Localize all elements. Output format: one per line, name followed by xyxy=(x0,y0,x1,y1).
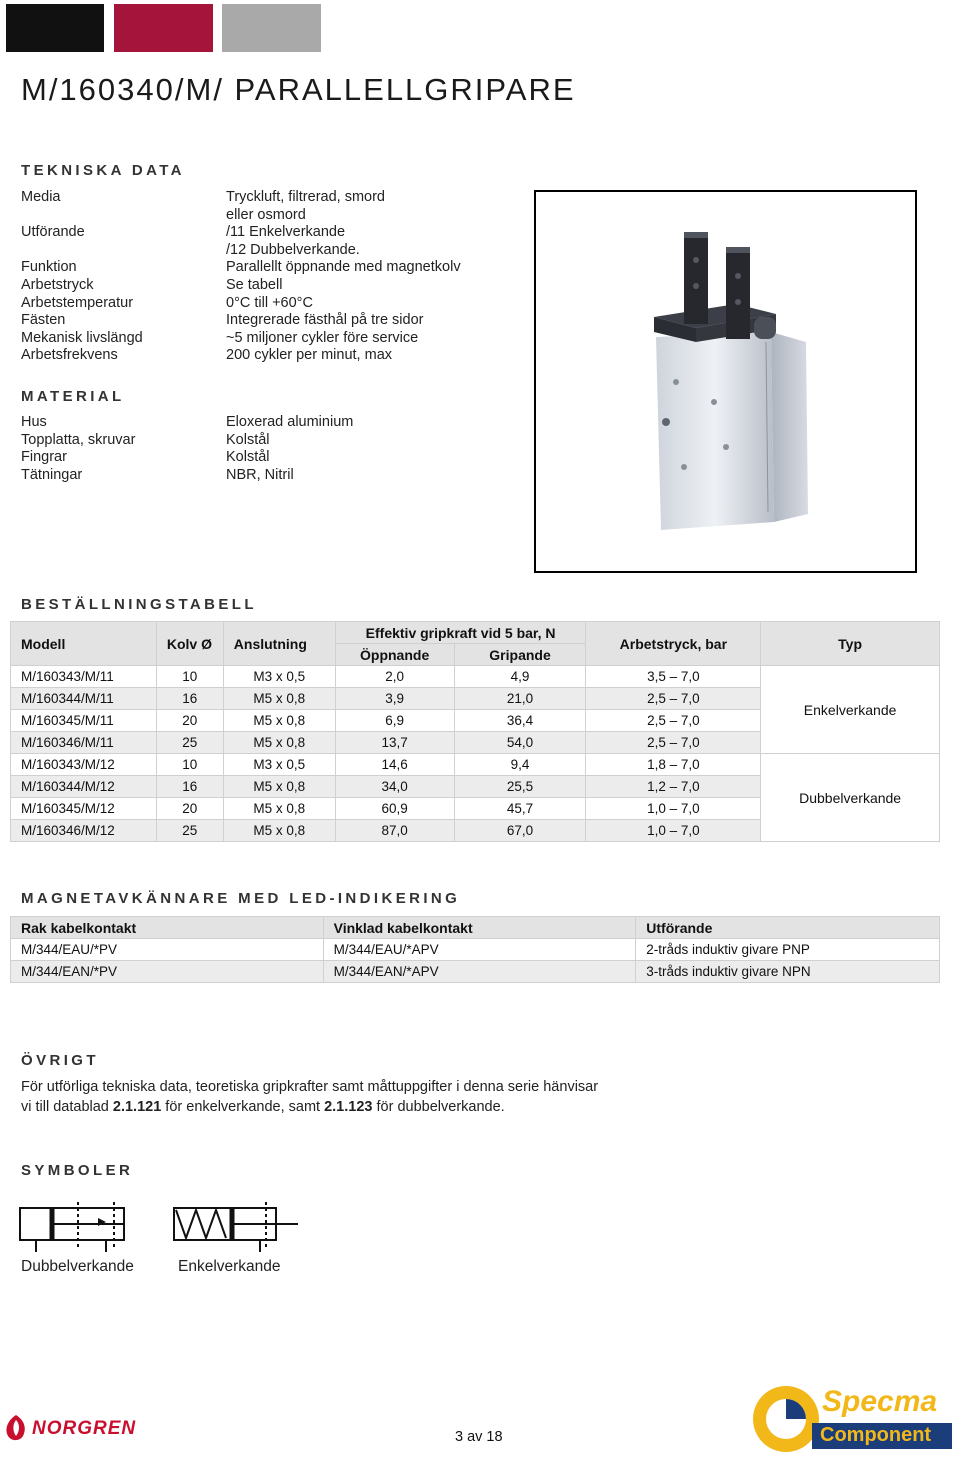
spec-value: /12 Dubbelverkande. xyxy=(226,241,360,258)
cell-utforande: 3-tråds induktiv givare NPN xyxy=(636,961,940,983)
cell-oppnande: 60,9 xyxy=(335,798,454,820)
cell-typ-dubbel: Dubbelverkande xyxy=(761,754,940,842)
page-number: 3 av 18 xyxy=(455,1429,503,1445)
cell-rak: M/344/EAN/*PV xyxy=(11,961,324,983)
cell-anslutning: M5 x 0,8 xyxy=(223,688,335,710)
cell-kolv: 25 xyxy=(156,820,223,842)
col-header-vinklad: Vinklad kabelkontakt xyxy=(323,917,636,939)
col-header-modell: Modell xyxy=(11,622,157,666)
section-heading-bestallning: BESTÄLLNINGSTABELL xyxy=(21,596,257,613)
cell-gripande: 4,9 xyxy=(454,666,586,688)
spec-label: Media xyxy=(21,189,61,205)
cell-anslutning: M3 x 0,5 xyxy=(223,754,335,776)
col-header-utforande: Utförande xyxy=(636,917,940,939)
cell-kolv: 10 xyxy=(156,666,223,688)
material-labels xyxy=(21,414,135,484)
cell-oppnande: 13,7 xyxy=(335,732,454,754)
cell-gripande: 36,4 xyxy=(454,710,586,732)
spec-value: Integrerade fästhål på tre sidor xyxy=(226,312,424,329)
header-bar-gray xyxy=(222,4,321,52)
norgren-logo-mark-icon xyxy=(4,1414,28,1442)
cell-kolv: 25 xyxy=(156,732,223,754)
spec-label: Arbetstryck xyxy=(21,276,94,293)
symbol-label-enkel: Enkelverkande xyxy=(178,1258,281,1275)
cell-anslutning: M3 x 0,5 xyxy=(223,666,335,688)
col-header-oppnande: Öppnande xyxy=(335,644,454,666)
spec-value: Tryckluft, filtrerad, smord xyxy=(226,189,385,205)
col-header-rak: Rak kabelkontakt xyxy=(11,917,324,939)
header-bar-black xyxy=(6,4,104,52)
cell-arbetstryck: 1,0 – 7,0 xyxy=(586,798,761,820)
cell-vinklad: M/344/EAN/*APV xyxy=(323,961,636,983)
product-photo xyxy=(534,190,917,573)
text-span: för enkelverkande, samt xyxy=(161,1098,325,1115)
section-heading-material: MATERIAL xyxy=(21,388,125,405)
spec-value: eller osmord xyxy=(226,206,306,223)
cell-arbetstryck: 2,5 – 7,0 xyxy=(586,688,761,710)
table-header-row xyxy=(11,917,940,939)
cell-oppnande: 87,0 xyxy=(335,820,454,842)
spec-label xyxy=(21,207,143,225)
order-table xyxy=(10,621,940,842)
spec-label: Fästen xyxy=(21,312,66,329)
col-header-gripande: Gripande xyxy=(454,644,586,666)
cell-arbetstryck: 3,5 – 7,0 xyxy=(586,666,761,688)
cell-gripande: 9,4 xyxy=(454,754,586,776)
ovrigt-paragraph xyxy=(21,1078,598,1117)
material-values xyxy=(226,414,353,484)
page-title: M/160340/M/ PARALLELLGRIPARE xyxy=(21,72,576,107)
section-heading-magnet: MAGNETAVKÄNNARE MED LED-INDIKERING xyxy=(21,890,461,907)
cell-anslutning: M5 x 0,8 xyxy=(223,820,335,842)
cell-oppnande: 14,6 xyxy=(335,754,454,776)
cell-gripande: 54,0 xyxy=(454,732,586,754)
datasheet-ref-link[interactable]: 2.1.121 xyxy=(112,1098,162,1115)
cell-oppnande: 6,9 xyxy=(335,710,454,732)
cell-arbetstryck: 2,5 – 7,0 xyxy=(586,732,761,754)
spec-value: 200 cykler per minut, max xyxy=(226,347,393,364)
cell-anslutning: M5 x 0,8 xyxy=(223,732,335,754)
spec-value: ~5 miljoner cykler före service xyxy=(226,329,419,346)
spec-value: 0°C till +60°C xyxy=(226,294,313,311)
cell-modell: M/160343/M/12 xyxy=(11,754,157,776)
cell-arbetstryck: 1,0 – 7,0 xyxy=(586,820,761,842)
cell-kolv: 16 xyxy=(156,776,223,798)
spec-label: Mekanisk livslängd xyxy=(21,329,143,346)
cell-gripande: 67,0 xyxy=(454,820,586,842)
section-heading-symboler: SYMBOLER xyxy=(21,1162,134,1179)
section-heading-ovrigt: ÖVRIGT xyxy=(21,1052,99,1069)
norgren-logo-text: NORGREN xyxy=(32,1418,137,1439)
table-row xyxy=(11,666,940,688)
cell-typ-enkel: Enkelverkande xyxy=(761,666,940,754)
cell-modell: M/160346/M/12 xyxy=(11,820,157,842)
specma-logo-text: Specma xyxy=(822,1385,938,1418)
table-row xyxy=(11,961,940,983)
specma-logo xyxy=(750,1383,955,1455)
symbol-label-dubbel: Dubbelverkande xyxy=(21,1258,134,1275)
table-row xyxy=(11,939,940,961)
material-value: Kolstål xyxy=(226,431,270,448)
spec-value: Se tabell xyxy=(226,276,283,293)
specma-logo-subtext: Component xyxy=(820,1424,932,1446)
col-header-anslutning: Anslutning xyxy=(223,622,335,666)
material-label: Tätningar xyxy=(21,466,83,483)
cell-gripande: 45,7 xyxy=(454,798,586,820)
spec-value: /11 Enkelverkande xyxy=(226,224,346,241)
header-bar-red xyxy=(114,4,213,52)
single-acting-symbol-icon xyxy=(172,1198,302,1254)
cell-anslutning: M5 x 0,8 xyxy=(223,798,335,820)
ovrigt-line-1: För utförliga tekniska data, teoretiska gripkrafter samt måttuppgifter i denna serie hänvisar xyxy=(21,1079,599,1095)
double-acting-symbol-icon xyxy=(18,1198,130,1254)
cell-anslutning: M5 x 0,8 xyxy=(223,710,335,732)
cell-modell: M/160343/M/11 xyxy=(11,666,157,688)
cell-arbetstryck: 1,8 – 7,0 xyxy=(586,754,761,776)
cell-modell: M/160344/M/11 xyxy=(11,688,157,710)
material-value: Kolstål xyxy=(226,449,270,466)
spec-label: Arbetsfrekvens xyxy=(21,347,118,364)
cell-anslutning: M5 x 0,8 xyxy=(223,776,335,798)
cell-kolv: 16 xyxy=(156,688,223,710)
spec-label xyxy=(21,242,143,260)
cell-oppnande: 34,0 xyxy=(335,776,454,798)
col-header-typ: Typ xyxy=(761,622,940,666)
cell-arbetstryck: 1,2 – 7,0 xyxy=(586,776,761,798)
cell-modell: M/160345/M/11 xyxy=(11,710,157,732)
material-value: NBR, Nitril xyxy=(226,466,294,483)
text-span: för dubbelverkande. xyxy=(372,1098,505,1115)
sensor-table xyxy=(10,916,940,983)
material-label: Topplatta, skruvar xyxy=(21,431,136,448)
cell-oppnande: 3,9 xyxy=(335,688,454,710)
cell-vinklad: M/344/EAU/*APV xyxy=(323,939,636,961)
spec-label: Utförande xyxy=(21,224,85,241)
spec-value: Parallellt öppnande med magnetkolv xyxy=(226,259,461,276)
table-header-row xyxy=(11,622,940,644)
tekniska-values xyxy=(226,189,461,365)
cell-gripande: 25,5 xyxy=(454,776,586,798)
cell-modell: M/160345/M/12 xyxy=(11,798,157,820)
col-header-kolv: Kolv Ø xyxy=(156,622,223,666)
ovrigt-line-2 xyxy=(21,1098,598,1118)
material-value: Eloxerad aluminium xyxy=(226,414,354,430)
cell-modell: M/160344/M/12 xyxy=(11,776,157,798)
table-row xyxy=(11,754,940,776)
section-heading-tekniska: TEKNISKA DATA xyxy=(21,162,185,179)
material-label: Fingrar xyxy=(21,449,67,466)
col-header-kraft: Effektiv gripkraft vid 5 bar, N xyxy=(335,622,586,644)
datasheet-ref-link[interactable]: 2.1.123 xyxy=(324,1098,373,1115)
cell-gripande: 21,0 xyxy=(454,688,586,710)
cell-kolv: 20 xyxy=(156,710,223,732)
cell-rak: M/344/EAU/*PV xyxy=(11,939,324,961)
cell-kolv: 20 xyxy=(156,798,223,820)
material-label: Hus xyxy=(21,414,47,430)
spec-label: Funktion xyxy=(21,259,77,276)
gripper-illustration xyxy=(536,192,915,571)
cell-modell: M/160346/M/11 xyxy=(11,732,157,754)
tekniska-labels xyxy=(21,189,143,365)
cell-arbetstryck: 2,5 – 7,0 xyxy=(586,710,761,732)
text-span: vi till datablad xyxy=(21,1098,113,1115)
spec-label: Arbetstemperatur xyxy=(21,294,134,311)
cell-oppnande: 2,0 xyxy=(335,666,454,688)
cell-utforande: 2-tråds induktiv givare PNP xyxy=(636,939,940,961)
col-header-arbetstryck: Arbetstryck, bar xyxy=(586,622,761,666)
cell-kolv: 10 xyxy=(156,754,223,776)
